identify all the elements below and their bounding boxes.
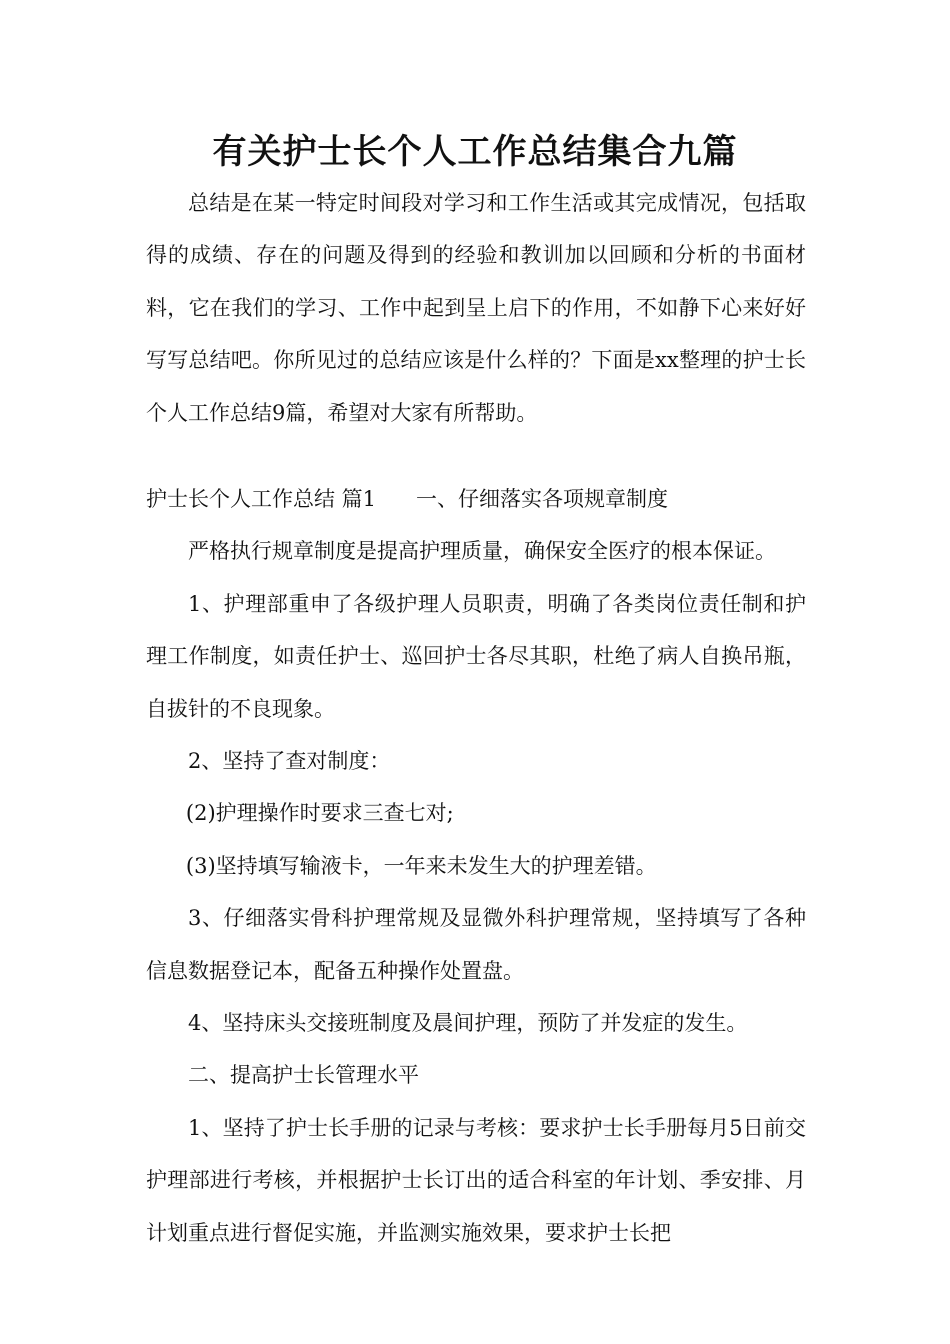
section-heading-line [146,473,806,525]
intro-paragraph: 总结是在某一特定时间段对学习和工作生活或其完成情况，包括取得的成绩、存在的问题及得到的经验和教训加以回顾和分析的书面材料，它在我们的学习、工作中起到呈上启下的作用，不如静下心来好好写写总结吧。你所见过的总结应该是什么样的？下面是xx整理的护士长个人工作总结9篇，希望对大家有所帮助。 [146,191,806,425]
section-heading: 护士长个人工作总结 篇1 [146,487,377,511]
paragraph-4: (2)护理操作时要求三查七对; [185,801,454,826]
paragraph-7: 4、坚持床头交接班制度及晨间护理，预防了并发症的发生。 [188,1011,748,1036]
section-first-item: 一、仔细落实各项规章制度 [416,487,669,511]
paragraph-2: 1、护理部重申了各级护理人员职责，明确了各类岗位责任制和护理工作制度，如责任护士、巡回护士各尽其职，杜绝了病人自换吊瓶，自拔针的不良现象。 [146,591,806,721]
paragraph-1: 严格执行规章制度是提高护理质量，确保安全医疗的根本保证。 [188,539,776,564]
section-block [146,473,806,1259]
paragraph-6: 3、仔细落实骨科护理常规及显微外科护理常规，坚持填写了各种信息数据登记本，配备五种操作处置盘。 [146,906,806,983]
paragraph-9: 1、坚持了护士长手册的记录与考核：要求护士长手册每月5日前交护理部进行考核，并根据护士长订出的适合科室的年计划、季安排、月计划重点进行督促实施，并监测实施效果，要求护士长把 [146,1115,806,1245]
intro-block [146,177,806,439]
paragraph-5: (3)坚持填写输液卡，一年来未发生大的护理差错。 [185,853,657,878]
paragraph-8: 二、提高护士长管理水平 [188,1063,419,1088]
document-title: 有关护士长个人工作总结集合九篇 [212,132,738,172]
paragraph-3: 2、坚持了查对制度： [188,749,391,774]
